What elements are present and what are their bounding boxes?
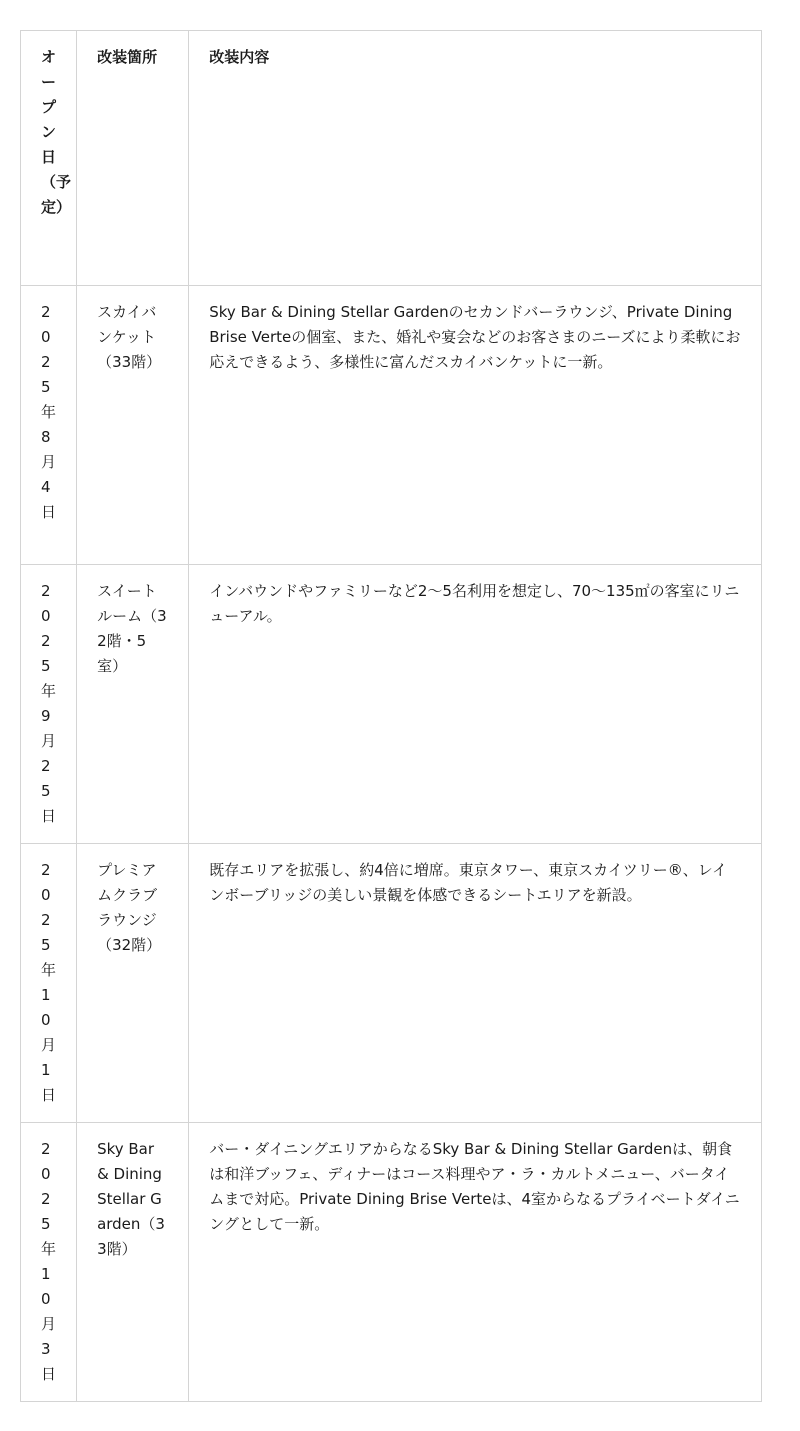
content-cell — [189, 844, 762, 1123]
row-content: インバウンドやファミリーなど2～5名利用を想定し、70～135㎡の客室にリニューアル。 — [209, 582, 740, 625]
row-date: 2025年10月3日 — [41, 1140, 57, 1383]
location-cell — [77, 844, 189, 1123]
row-content: バー・ダイニングエリアからなるSky Bar & Dining Stellar Gardenは、朝食は和洋ブッフェ、ディナーはコース料理やア・ラ・カルトメニュー、バータイムまで対応。Private Dining Brise Verteは、4室からなるプライベートダイニングとして一新。 — [209, 1140, 740, 1233]
content-cell — [189, 286, 762, 565]
table-row — [21, 844, 762, 1123]
row-location: スイートルーム（32階・5室） — [97, 582, 167, 675]
table-row — [21, 1123, 762, 1402]
date-cell — [21, 1123, 77, 1402]
row-location: Sky Bar & Dining Stellar Garden（33階） — [97, 1140, 165, 1258]
date-cell — [21, 565, 77, 844]
row-content: 既存エリアを拡張し、約4倍に増席。東京タワー、東京スカイツリー®、レインボーブリッジの美しい景観を体感できるシートエリアを新設。 — [209, 861, 727, 904]
location-cell — [77, 565, 189, 844]
row-content: Sky Bar & Dining Stellar Gardenのセカンドバーラウンジ、Private Dining Brise Verteの個室、また、婚礼や宴会などのお客さまのニーズにより柔軟にお応えできるよう、多様性に富んだスカイバンケットに一新。 — [209, 303, 741, 371]
header-date: オープン日（予定） — [41, 48, 72, 216]
table-header-row — [21, 31, 762, 286]
header-location: 改装箇所 — [97, 48, 158, 66]
header-cell-date — [21, 31, 77, 286]
renovation-table — [20, 30, 762, 1402]
row-date: 2025年9月25日 — [41, 582, 57, 825]
table-row — [21, 286, 762, 565]
location-cell — [77, 1123, 189, 1402]
table-row — [21, 565, 762, 844]
row-date: 2025年10月1日 — [41, 861, 57, 1104]
header-cell-location — [77, 31, 189, 286]
date-cell — [21, 844, 77, 1123]
date-cell — [21, 286, 77, 565]
header-cell-content — [189, 31, 762, 286]
row-location: スカイバンケット（33階） — [97, 303, 162, 371]
location-cell — [77, 286, 189, 565]
content-cell — [189, 565, 762, 844]
header-content: 改装内容 — [209, 48, 270, 66]
row-location: プレミアムクラブラウンジ（32階） — [97, 861, 162, 954]
row-date: 2025年8月4日 — [41, 303, 57, 521]
content-cell — [189, 1123, 762, 1402]
